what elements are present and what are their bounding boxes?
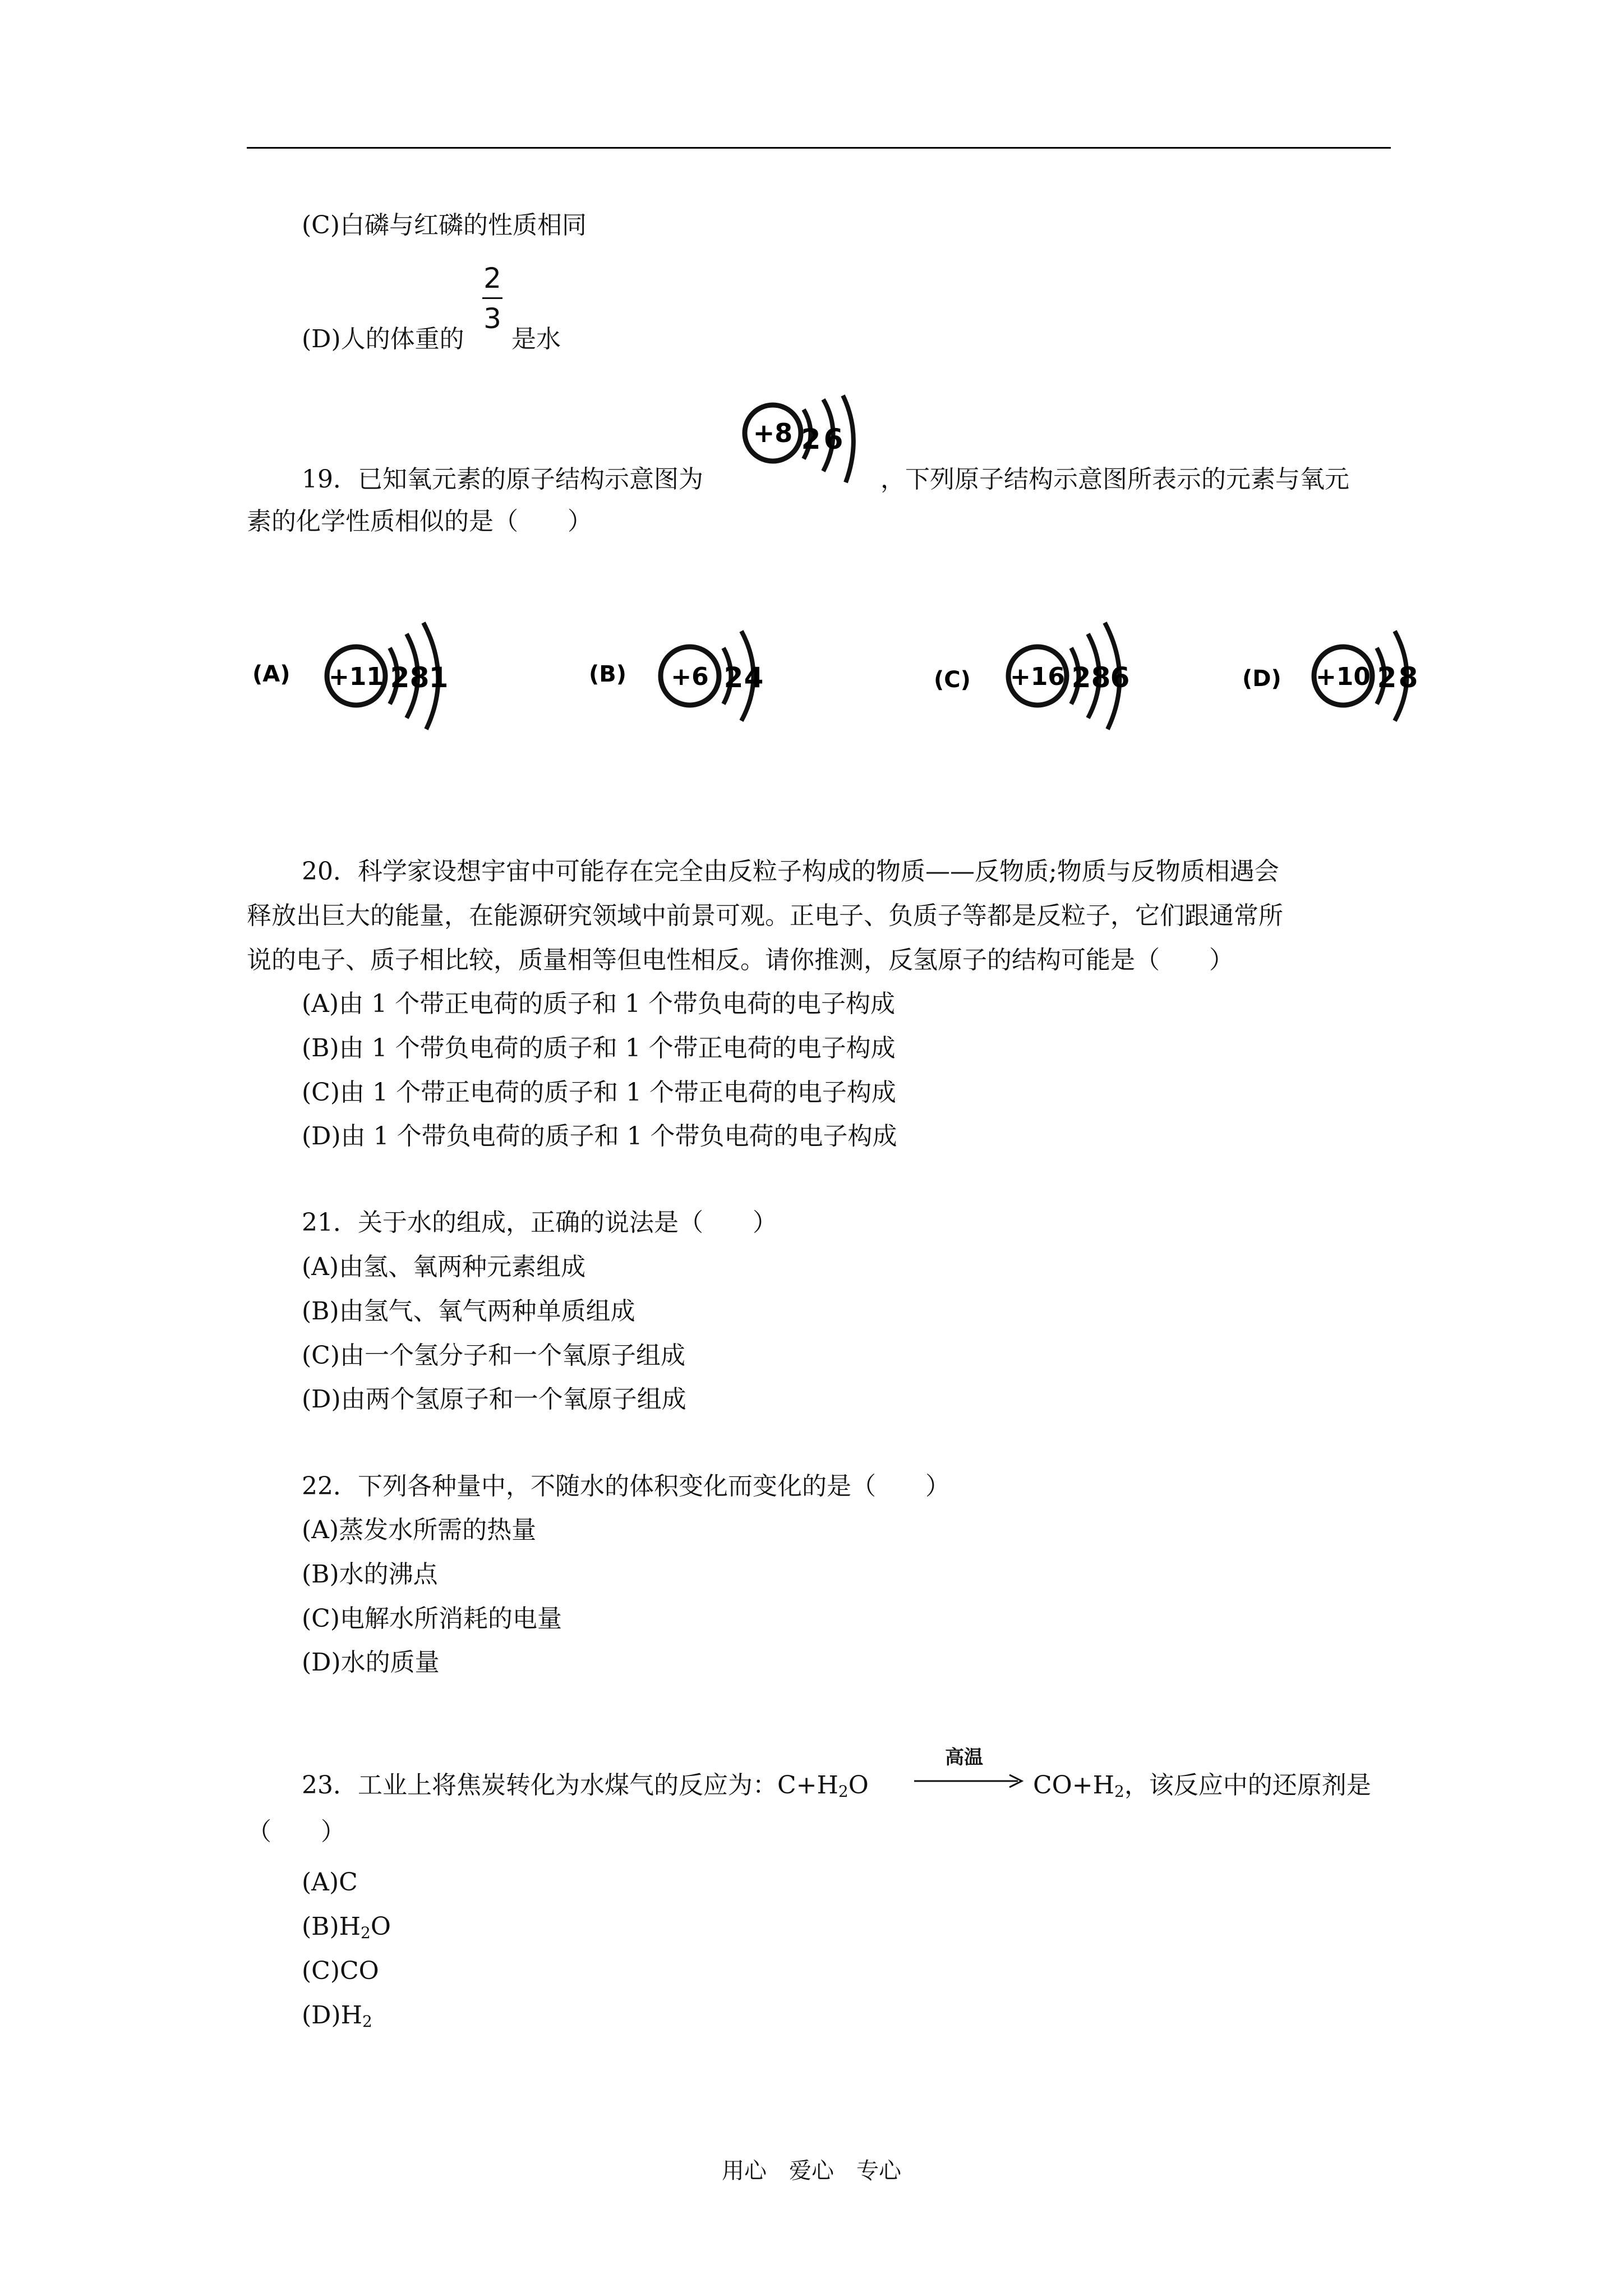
reaction-arrow: [914, 1773, 1026, 1792]
q22-stem: 22．下列各种量中，不随水的体积变化而变化的是（ ）: [302, 1472, 950, 1501]
page-footer: 用心 爱心 专心: [722, 2158, 901, 2184]
q19-option-d: [1242, 609, 1455, 740]
option-d-shell-2: 8: [1398, 661, 1418, 694]
q19-option-d-label: (D): [1242, 666, 1281, 692]
option-a-nucleus: +11: [328, 662, 384, 691]
q22-option-a: (A)蒸发水所需的热量: [302, 1516, 537, 1544]
q21-option-d: (D)由两个氢原子和一个氧原子组成: [302, 1385, 686, 1414]
q20-option-c: (C)由 1 个带正电荷的质子和 1 个带正电荷的电子构成: [302, 1078, 896, 1107]
q23-sub-2b: 2: [1114, 1782, 1124, 1801]
header-rule: [247, 147, 1391, 149]
q21-stem: 21．关于水的组成，正确的说法是（ ）: [302, 1208, 777, 1237]
option-c-shell-2: 8: [1091, 661, 1111, 694]
oxygen-shell-2: 6: [823, 423, 843, 455]
q20-option-d: (D)由 1 个带负电荷的质子和 1 个带负电荷的电子构成: [302, 1122, 897, 1151]
q23-option-b-post: O: [370, 1912, 391, 1941]
q18-option-d-suffix: 是水: [511, 325, 561, 353]
q19-option-c-label: (C): [934, 667, 971, 693]
q23-option-a: (A)C: [302, 1868, 358, 1897]
q21-option-b: (B)由氢气、氧气两种单质组成: [302, 1297, 635, 1326]
q19-option-b: [589, 609, 791, 740]
q23-stem-d: ，该反应中的还原剂是: [1124, 1771, 1371, 1800]
q20-line3: 说的电子、质子相比较，质量相等但电性相反。请你推测，反氢原子的结构可能是（ ）: [247, 946, 1234, 974]
q23-sub-2a: 2: [838, 1782, 849, 1801]
option-b-shell-2: 4: [744, 661, 764, 694]
reaction-condition: 高温: [945, 1746, 983, 1769]
q20-option-a: (A)由 1 个带正电荷的质子和 1 个带负电荷的电子构成: [302, 990, 896, 1018]
q20-line2: 释放出巨大的能量，在能源研究领域中前景可观。正电子、负质子等都是反粒子，它们跟通常所: [247, 901, 1283, 930]
q23-option-b: [302, 1910, 391, 1950]
q23-stem-c: CO+H: [1033, 1771, 1114, 1800]
q19-stem-line2: 素的化学性质相似的是（ ）: [247, 507, 592, 536]
q19-option-a-label: (A): [252, 661, 291, 687]
oxygen-nucleus: +8: [753, 418, 793, 448]
q23-option-b-pre: (B)H: [302, 1912, 361, 1941]
q19-stem-a: 19．已知氧元素的原子结构示意图为: [302, 465, 703, 494]
q20-option-b: (B)由 1 个带负电荷的质子和 1 个带正电荷的电子构成: [302, 1034, 896, 1062]
option-d-shell-1: 2: [1377, 661, 1397, 694]
q23-stem-b: O: [848, 1771, 869, 1800]
q19-option-a: [252, 609, 477, 740]
q22-option-b: (B)水的沸点: [302, 1560, 438, 1589]
q22-option-d: (D)水的质量: [302, 1648, 440, 1677]
q18-option-c: (C)白磷与红磷的性质相同: [302, 211, 587, 240]
q21-option-a: (A)由氢、氧两种元素组成: [302, 1253, 586, 1281]
q22-option-c: (C)电解水所消耗的电量: [302, 1604, 562, 1633]
q23-option-b-sub: 2: [361, 1924, 371, 1942]
q23-stem-part-a: [302, 1769, 869, 1809]
q18-option-d-prefix: (D)人的体重的: [302, 325, 464, 353]
q19-option-c: [934, 609, 1158, 740]
q23-option-d-sub: 2: [362, 2012, 372, 2031]
option-c-shell-1: 2: [1071, 661, 1091, 694]
option-b-shell-1: 2: [723, 661, 744, 694]
q23-stem-a: 23．工业上将焦炭转化为水煤气的反应为：C+H: [302, 1771, 838, 1800]
oxygen-shell-1: 2: [801, 423, 821, 455]
fraction-bar: [482, 297, 502, 299]
oxygen-atom-diagram: [739, 393, 868, 501]
q23-option-c: (C)CO: [302, 1957, 379, 1985]
option-c-shell-3: 6: [1110, 661, 1130, 694]
option-a-shell-3: 1: [428, 661, 449, 694]
option-c-nucleus: +16: [1009, 662, 1066, 691]
q23-stem-part-b: [1033, 1769, 1371, 1809]
option-a-shell-2: 8: [409, 661, 430, 694]
fraction-denominator: 3: [483, 302, 501, 335]
q19-option-b-label: (B): [589, 661, 627, 687]
q23-paren: （ ）: [247, 1818, 345, 1846]
option-b-nucleus: +6: [671, 662, 709, 691]
q19-stem-b: ，下列原子结构示意图所表示的元素与氧元: [880, 465, 1349, 494]
q23-option-d-pre: (D)H: [302, 2001, 362, 2030]
q21-option-c: (C)由一个氢分子和一个氧原子组成: [302, 1341, 685, 1370]
option-a-shell-1: 2: [390, 661, 410, 694]
q20-line1: 20．科学家设想宇宙中可能存在完全由反粒子构成的物质——反物质;物质与反物质相遇会: [302, 857, 1279, 886]
q23-option-d: [302, 1999, 372, 2039]
fraction-numerator: 2: [483, 262, 501, 295]
option-d-nucleus: +10: [1315, 662, 1371, 691]
